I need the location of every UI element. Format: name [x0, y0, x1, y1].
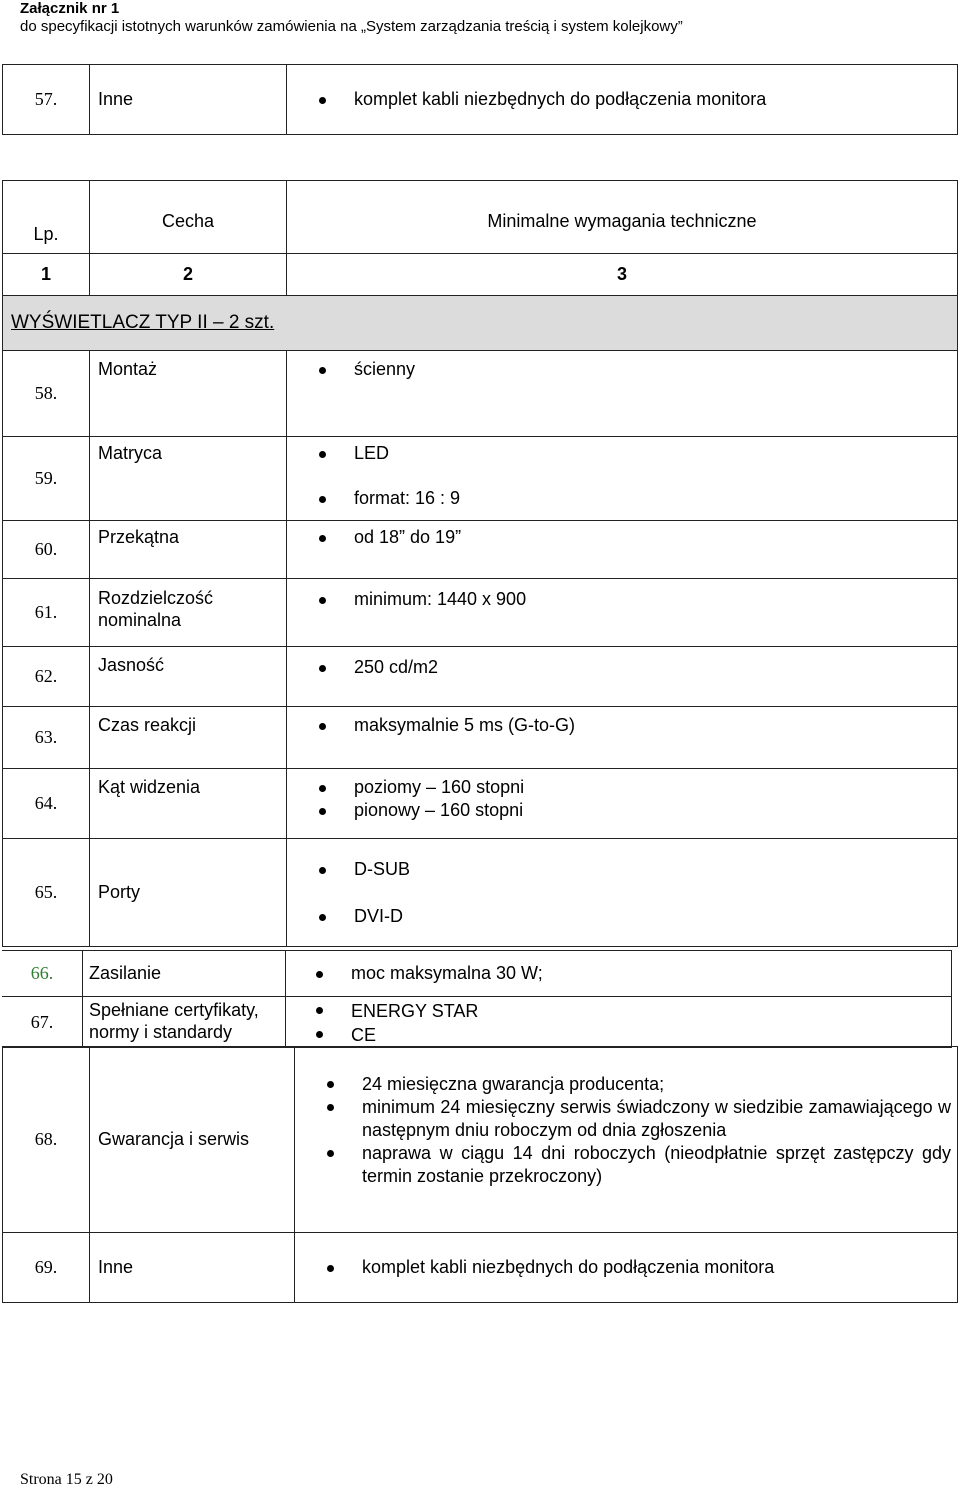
- bullet-icon: [316, 1007, 323, 1014]
- cecha-cell: Spełniane certyfikaty, normy i standardy: [83, 997, 286, 1048]
- bullet-item: format: 16 : 9: [287, 488, 957, 509]
- bullet-icon: [319, 535, 326, 542]
- cecha-cell: Inne: [98, 89, 134, 109]
- header-lp: Lp.: [3, 181, 90, 254]
- header-requirements: Minimalne wymagania techniczne: [287, 181, 958, 254]
- bullet-item: minimum 24 miesięczny serwis świadczony w siedzibie zamawiającego w następnym dniu roboczym od dnia zgłoszenia: [295, 1096, 951, 1142]
- bullet-item: od 18” do 19”: [287, 527, 957, 548]
- bullet-item: naprawa w ciągu 14 dni roboczych (nieodpłatnie sprzęt zastępczy gdy termin zostanie przekroczony): [295, 1142, 951, 1188]
- lp-cell: 66.: [2, 951, 83, 997]
- cecha-cell: Matryca: [90, 437, 287, 521]
- cecha-cell: Zasilanie: [83, 951, 286, 997]
- bullet-icon: [316, 971, 323, 978]
- attachment-subtitle: do specyfikacji istotnych warunków zamówienia na „System zarządzania treścią i system kolejkowy”: [20, 18, 683, 35]
- col-number-1: 1: [3, 254, 90, 296]
- bullet-icon: [327, 1104, 334, 1111]
- bullet-item: CE: [286, 1023, 951, 1047]
- bullet-icon: [327, 1265, 334, 1272]
- col-number-3: 3: [287, 254, 958, 296]
- bullet-icon: [319, 97, 326, 104]
- lp-cell: 57.: [3, 65, 90, 135]
- bullet-item: D-SUB: [287, 859, 957, 880]
- bullet-icon: [327, 1081, 334, 1088]
- lp-cell: 58.: [3, 351, 90, 437]
- bullet-icon: [319, 496, 326, 503]
- bullet-item: poziomy – 160 stopni: [287, 777, 957, 798]
- lp-cell: 60.: [3, 521, 90, 579]
- bullet-item: komplet kabli niezbędnych do podłączenia monitora: [295, 1257, 957, 1278]
- bullet-item: 24 miesięczna gwarancja producenta;: [295, 1073, 951, 1096]
- lp-cell: 64.: [3, 769, 90, 839]
- bullet-icon: [319, 597, 326, 604]
- page-number: Strona 15 z 20: [20, 1471, 113, 1488]
- lp-cell: 69.: [3, 1233, 90, 1303]
- bullet-icon: [319, 808, 326, 815]
- bullet-item: minimum: 1440 x 900: [287, 589, 957, 610]
- bullet-icon: [319, 867, 326, 874]
- lp-cell: 68.: [3, 1047, 90, 1233]
- cecha-cell: Rozdzielczość nominalna: [90, 579, 287, 647]
- bullet-icon: [316, 1031, 323, 1038]
- lp-cell: 67.: [2, 997, 83, 1048]
- header-cecha: Cecha: [90, 181, 287, 254]
- cecha-cell: Gwarancja i serwis: [90, 1047, 295, 1233]
- row-57-table: [2, 64, 958, 135]
- lp-cell: 63.: [3, 707, 90, 769]
- bullet-item: 250 cd/m2: [287, 657, 957, 678]
- lp-cell: 62.: [3, 647, 90, 707]
- bullet-item: LED: [287, 443, 957, 464]
- bullet-item: ENERGY STAR: [286, 999, 951, 1023]
- power-cert-table: [2, 950, 952, 1048]
- bullet-icon: [319, 914, 326, 921]
- col-number-2: 2: [90, 254, 287, 296]
- cecha-cell: Przekątna: [90, 521, 287, 579]
- bullet-icon: [319, 367, 326, 374]
- section-heading: WYŚWIETLACZ TYP II – 2 szt.: [3, 296, 958, 351]
- cecha-cell: Inne: [90, 1233, 295, 1303]
- bullet-item: pionowy – 160 stopni: [287, 800, 957, 821]
- bullet-item: DVI-D: [287, 906, 957, 927]
- lp-cell: 61.: [3, 579, 90, 647]
- lp-cell: 59.: [3, 437, 90, 521]
- bullet-item: komplet kabli niezbędnych do podłączenia monitora: [287, 89, 957, 110]
- bullet-icon: [327, 1150, 334, 1157]
- bullet-item: maksymalnie 5 ms (G-to-G): [287, 715, 957, 736]
- lp-cell: 65.: [3, 839, 90, 947]
- bullet-icon: [319, 451, 326, 458]
- bullet-item: moc maksymalna 30 W;: [286, 963, 951, 984]
- spec-table: [2, 180, 958, 947]
- bullet-icon: [319, 785, 326, 792]
- bullet-icon: [319, 665, 326, 672]
- bullet-icon: [319, 723, 326, 730]
- cecha-cell: Porty: [90, 839, 287, 947]
- cecha-cell: Jasność: [90, 647, 287, 707]
- attachment-title: Załącznik nr 1: [20, 0, 120, 17]
- cecha-cell: Kąt widzenia: [90, 769, 287, 839]
- bullet-item: ścienny: [287, 359, 957, 380]
- cecha-cell: Montaż: [90, 351, 287, 437]
- cecha-cell: Czas reakcji: [90, 707, 287, 769]
- warranty-table: [2, 1046, 958, 1303]
